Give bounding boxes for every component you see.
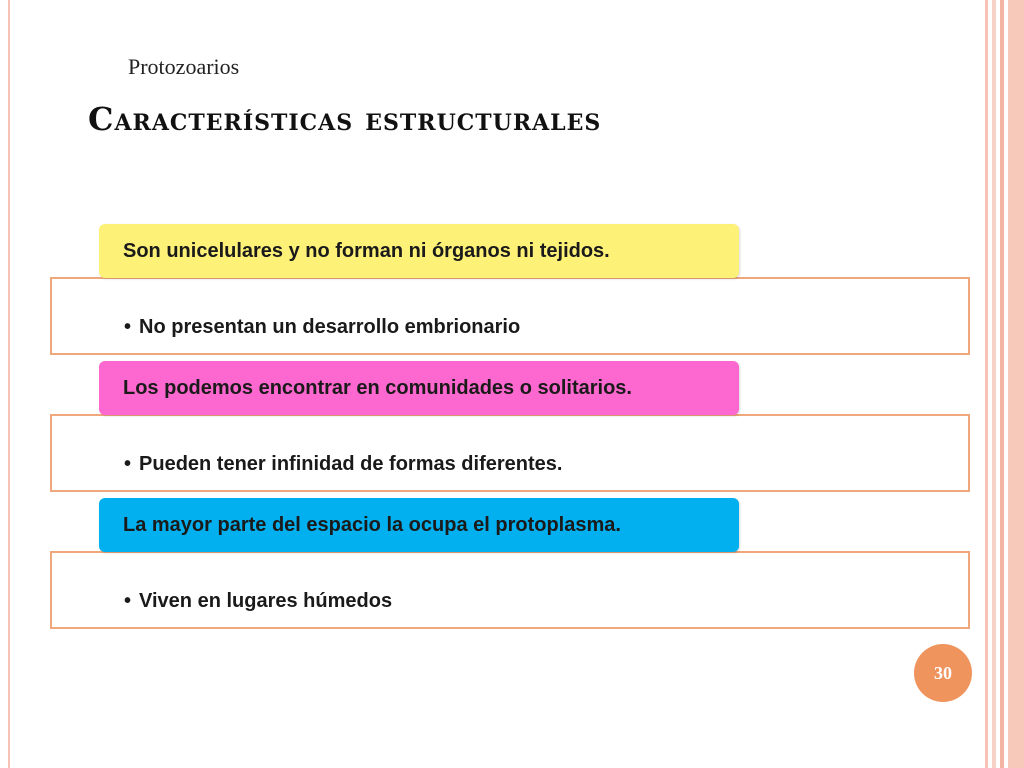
item-box-3 [50,551,970,629]
item-heading-2: Los podemos encontrar en comunidades o solitarios. [99,361,739,415]
item-box-1 [50,277,970,355]
slide-subtitle: Protozoarios [128,54,240,79]
stripe [985,0,988,768]
item-box-2 [50,414,970,492]
item-bullet-1 [124,316,520,339]
bullet-dot: • [124,453,132,475]
item-bullet-text: Pueden tener infinidad de formas diferentes. [139,453,563,475]
stripe [992,0,996,768]
page-number-badge: 30 [914,644,972,702]
stripe [1000,0,1004,768]
item-bullet-text: Viven en lugares húmedos [139,590,393,612]
item-bullet-2 [124,453,562,476]
item-heading-1: Son unicelulares y no forman ni órganos ni tejidos. [99,224,739,278]
right-decorative-stripes [978,0,1024,768]
slide-title: Características estructurales [88,100,602,138]
bullet-dot: • [124,590,132,612]
item-bullet-text: No presentan un desarrollo embrionario [139,316,521,338]
item-heading-3: La mayor parte del espacio la ocupa el protoplasma. [99,498,739,552]
left-decorative-rule [8,0,10,768]
bullet-dot: • [124,316,132,338]
stripe [1008,0,1024,768]
item-bullet-3 [124,590,392,613]
